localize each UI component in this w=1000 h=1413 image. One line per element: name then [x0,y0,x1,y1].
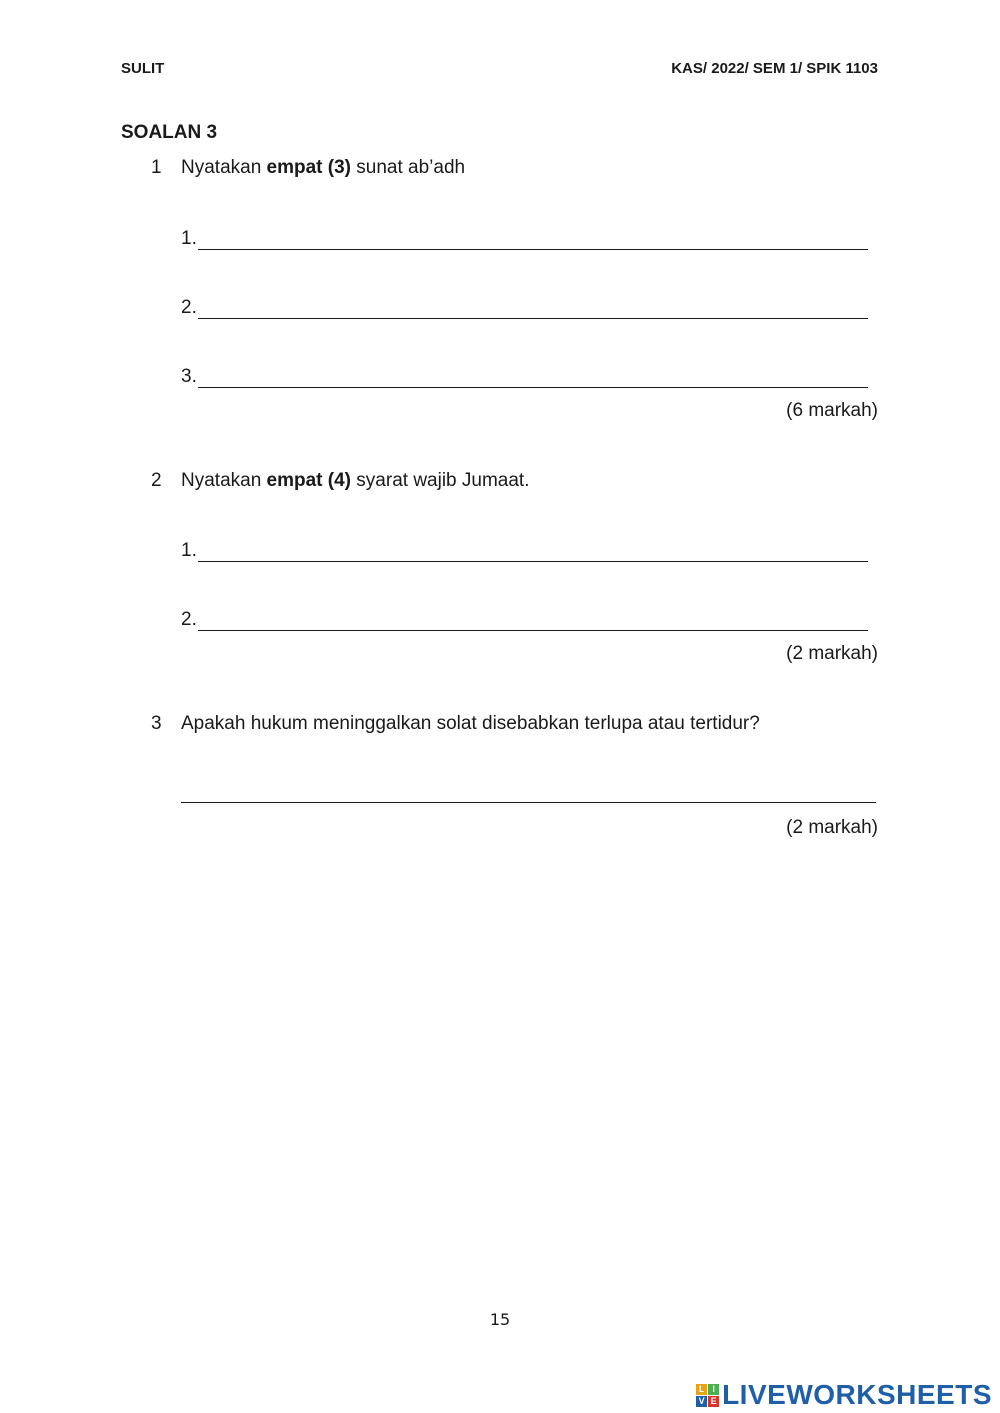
question-1-text [181,157,465,179]
q3-marks: (2 markah) [786,817,878,838]
q2-answer-2-label: 2. [181,609,197,630]
logo-cell-i: I [708,1384,719,1395]
question-2-text-bold: empat (4) [266,470,352,491]
q1-answer-2[interactable] [181,297,868,319]
question-1-text-before: Nyatakan [181,157,267,178]
q2-answer-1-label: 1. [181,540,197,561]
q2-answer-2[interactable] [181,609,868,631]
question-2-text-after: syarat wajib Jumaat. [351,470,530,491]
question-2-text [181,470,529,492]
question-3-text: Apakah hukum meninggalkan solat disebabkan terlupa atau tertidur? [181,713,760,734]
header-left: SULIT [121,60,165,77]
q2-marks: (2 markah) [786,643,878,664]
q1-answer-1-line[interactable] [198,231,868,250]
q3-answer-line[interactable] [181,801,876,803]
logo-cell-e: E [708,1396,719,1407]
q2-answer-1[interactable] [181,540,868,562]
q2-answer-2-line[interactable] [198,612,868,631]
q1-answer-2-label: 2. [181,297,197,318]
header-right: KAS/ 2022/ SEM 1/ SPIK 1103 [671,60,878,77]
question-2-number: 2 [151,470,162,491]
question-3-number: 3 [151,713,162,734]
question-1-text-after: sunat ab’adh [351,157,466,178]
liveworksheets-logo-icon [696,1384,719,1407]
q2-answer-1-line[interactable] [198,543,868,562]
q1-answer-3-label: 3. [181,366,197,387]
q1-answer-3-line[interactable] [198,369,868,388]
q1-answer-1-label: 1. [181,228,197,249]
q1-answer-1[interactable] [181,228,868,250]
q1-marks: (6 markah) [786,400,878,421]
question-2-text-before: Nyatakan [181,470,267,491]
q1-answer-3[interactable] [181,366,868,388]
page-number: 15 [489,1310,511,1329]
logo-cell-l: L [696,1384,707,1395]
question-1-text-bold: empat (3) [266,157,352,178]
logo-cell-v: V [696,1396,707,1407]
liveworksheets-logo [696,1379,992,1411]
liveworksheets-logo-text: LIVEWORKSHEETS [722,1379,992,1410]
question-1-number: 1 [151,157,162,178]
section-title: SOALAN 3 [121,122,218,143]
q1-answer-2-line[interactable] [198,300,868,319]
